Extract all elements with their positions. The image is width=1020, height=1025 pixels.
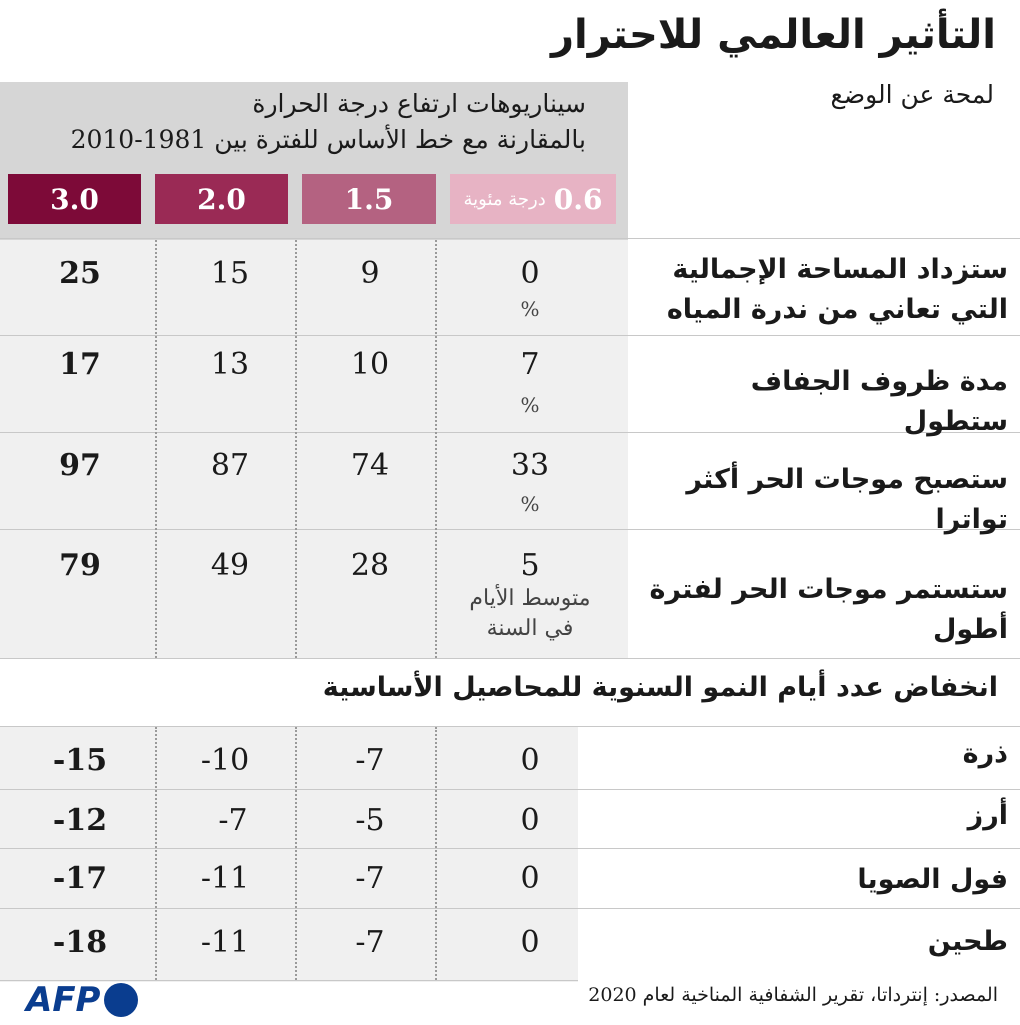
scenario-header-line1: سيناريوهات ارتفاع درجة الحرارة xyxy=(252,89,586,118)
row-baseline-value: 33 xyxy=(510,448,550,483)
column-divider xyxy=(435,727,437,980)
crop-value-3-0: -17 xyxy=(52,861,108,896)
column-divider xyxy=(155,727,157,980)
row-value-2-0: 15 xyxy=(210,256,250,291)
row-unit: % xyxy=(520,297,540,321)
row-value-1-5: 10 xyxy=(350,347,390,382)
row-value-1-5: 9 xyxy=(360,256,380,291)
scenario-2-0 xyxy=(155,174,288,224)
crop-baseline-value: 0 xyxy=(520,743,540,778)
scenario-header-text xyxy=(40,86,586,158)
row-divider xyxy=(0,658,1020,659)
crop-value-1-5: -7 xyxy=(355,925,385,960)
crop-label: طحين xyxy=(927,926,1008,957)
row-value-2-0: 87 xyxy=(210,448,250,483)
afp-logo-text: AFP xyxy=(26,980,101,1020)
crop-label: فول الصويا xyxy=(857,864,1008,895)
row-label: ستستمر موجات الحر لفترة أطول xyxy=(649,574,1008,645)
source-note: المصدر: إنترداتا، تقرير الشفافية المناخية لعام 2020 xyxy=(588,984,998,1006)
crop-value-1-5: -7 xyxy=(355,861,385,896)
scenario-1-5 xyxy=(302,174,436,224)
row-unit: متوسط الأيام في السنة xyxy=(469,586,591,641)
row-value-3-0: 25 xyxy=(59,256,101,291)
column-divider xyxy=(155,240,157,658)
crop-value-3-0: -15 xyxy=(52,743,108,778)
scenario-1-5-value: 1.5 xyxy=(344,182,394,216)
crop-baseline-value: 0 xyxy=(520,861,540,896)
row-divider xyxy=(0,238,1020,239)
row-value-2-0: 13 xyxy=(210,347,250,382)
row-unit: % xyxy=(520,393,540,417)
row-divider xyxy=(0,726,1020,727)
crop-label: ذرة xyxy=(962,738,1008,769)
crops-section-title: انخفاض عدد أيام النمو السنوية للمحاصيل الأساسية xyxy=(322,672,998,703)
row-divider xyxy=(0,335,1020,336)
row-value-3-0: 17 xyxy=(59,347,101,382)
row-baseline-value: 5 xyxy=(520,548,540,583)
row-value-3-0: 79 xyxy=(59,548,101,583)
scenario-3-0-value: 3.0 xyxy=(50,182,99,216)
crop-value-2-0: -7 xyxy=(218,803,248,838)
row-label: مدة ظروف الجفاف ستطول xyxy=(750,366,1008,437)
column-divider xyxy=(295,727,297,980)
page-subtitle: لمحة عن الوضع xyxy=(830,80,994,109)
crop-value-1-5: -5 xyxy=(355,803,385,838)
row-value-2-0: 49 xyxy=(210,548,250,583)
scenario-0-6-value: 0.6 xyxy=(553,182,603,216)
crop-baseline-value: 0 xyxy=(520,925,540,960)
row-divider xyxy=(0,908,1020,909)
scenario-header-line2: بالمقارنة مع خط الأساس للفترة بين 1981-2010 xyxy=(70,125,586,154)
crop-label: أرز xyxy=(967,800,1008,831)
row-label: ستصبح موجات الحر أكثر تواترا xyxy=(686,464,1008,535)
column-divider xyxy=(435,240,437,658)
crop-value-1-5: -7 xyxy=(355,743,385,778)
row-value-3-0: 97 xyxy=(59,448,101,483)
row-baseline-value: 7 xyxy=(520,347,540,382)
row-label: ستزداد المساحة الإجمالية التي تعاني من ندرة المياه xyxy=(666,254,1008,325)
scenario-3-0 xyxy=(8,174,141,224)
row-baseline-value: 0 xyxy=(520,256,540,291)
crop-value-2-0: -11 xyxy=(200,861,250,896)
scenario-0-6 xyxy=(450,174,616,224)
row-divider xyxy=(0,789,1020,790)
column-divider xyxy=(295,240,297,658)
row-value-1-5: 74 xyxy=(350,448,390,483)
scenario-2-0-value: 2.0 xyxy=(197,182,246,216)
scenario-0-6-unit: درجة مئوية xyxy=(463,188,546,210)
crop-value-2-0: -11 xyxy=(200,925,250,960)
row-divider xyxy=(0,848,1020,849)
row-value-1-5: 28 xyxy=(350,548,390,583)
crop-baseline-value: 0 xyxy=(520,803,540,838)
afp-logo xyxy=(26,980,138,1020)
crop-value-2-0: -10 xyxy=(200,743,250,778)
afp-logo-dot-icon xyxy=(104,983,138,1017)
crop-value-3-0: -12 xyxy=(52,803,108,838)
row-unit: % xyxy=(520,492,540,516)
crop-value-3-0: -18 xyxy=(52,925,108,960)
page-title: التأثير العالمي للاحترار xyxy=(551,12,996,58)
